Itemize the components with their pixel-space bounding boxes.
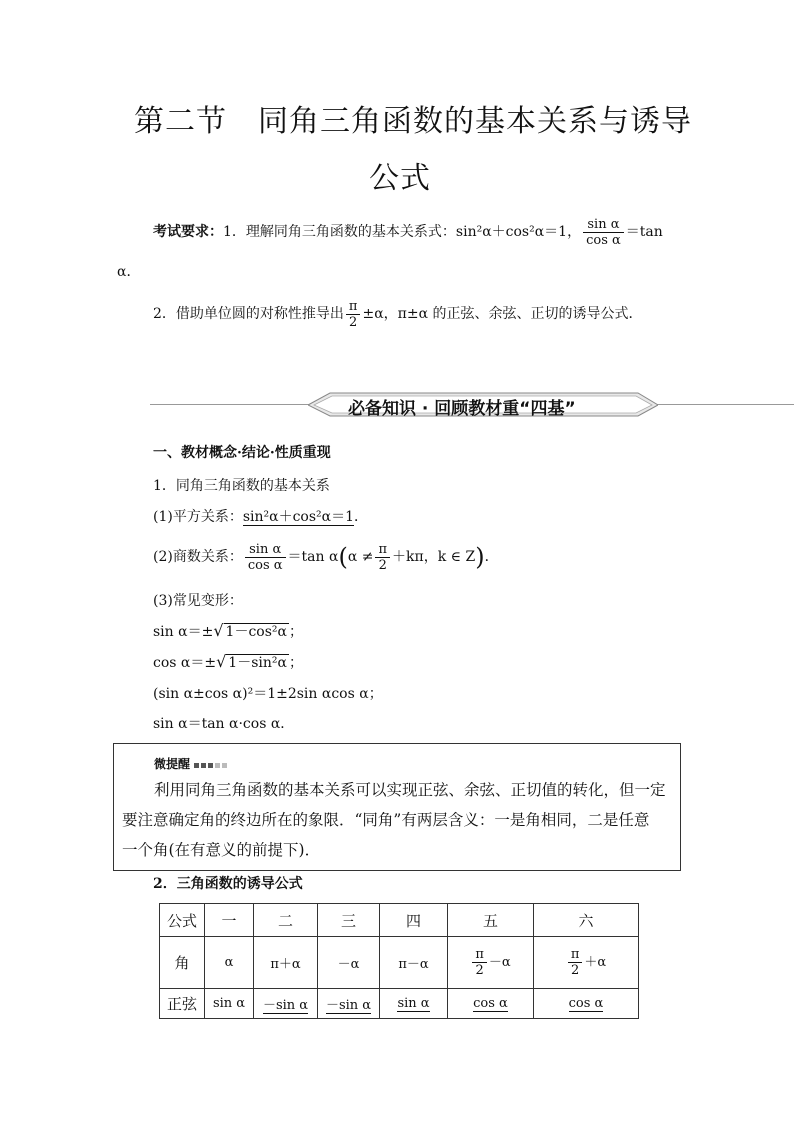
- quotient-end: ．: [484, 549, 499, 565]
- banner-line-left: [150, 404, 320, 405]
- table-header-cell: 一: [205, 904, 254, 937]
- variation-3: (sin α±cos α)²＝1±2sin αcos α；: [153, 686, 383, 702]
- table-cell: sin α: [205, 989, 254, 1019]
- variation-1-radicand: 1－cos²α: [225, 624, 287, 640]
- angle5-fraction: $\frac{\pi}{2}$: [472, 947, 487, 978]
- requirement-2-fraction: $\frac{\pi}{2}$: [346, 299, 361, 330]
- quotient-label: (2)商数关系：: [153, 549, 243, 565]
- variation-4: sin α＝tan α·cos α．: [153, 716, 295, 732]
- sqrt-sign: √: [213, 621, 224, 640]
- variation-2-radicand: 1－sin²α: [228, 655, 287, 671]
- table-row-label: 角: [160, 937, 205, 989]
- paren-right: ): [475, 543, 485, 571]
- requirement-1-suffix: ＝tan: [625, 224, 663, 240]
- paren-left: (: [338, 543, 348, 571]
- tip-line-2: 要注意确定角的终边所在的象限．“同角”有两层含义：一是角相同，二是任意: [122, 811, 650, 829]
- variation-2-prefix: cos α＝±: [153, 655, 217, 671]
- answer-blank: cos α: [568, 996, 604, 1011]
- requirement-1-continuation: α．: [117, 264, 141, 280]
- table-cell: [254, 989, 318, 1019]
- requirement-item-1: [153, 212, 663, 252]
- table-header-cell: 五: [448, 904, 534, 937]
- angle6-fraction: $\frac{\pi}{2}$: [568, 947, 583, 978]
- variation-1-end: ；: [288, 624, 303, 640]
- requirement-1-text: 1．理解同角三角函数的基本关系式：sin²α＋cos²α＝1，: [223, 224, 582, 240]
- variation-1: [153, 621, 303, 642]
- table-row-angle: [160, 937, 639, 989]
- quotient-fraction: $\frac{\text{sin α}}{\text{cos α}}$: [245, 542, 286, 573]
- table-cell: －α: [318, 937, 380, 989]
- table-cell: α: [205, 937, 254, 989]
- table-cell: [448, 937, 534, 989]
- banner-line-right: [650, 404, 794, 405]
- requirement-item-2: [153, 294, 643, 334]
- square-relation: [153, 507, 368, 527]
- variation-2: [153, 652, 303, 673]
- tip-line-3: 一个角(在有意义的前提下)．: [122, 841, 321, 859]
- tip-line-1: 利用同角三角函数的基本关系可以实现正弦、余弦、正切值的转化，但一定: [154, 781, 666, 799]
- tip-heading-text: 微提醒: [154, 757, 191, 771]
- table-cell: [318, 989, 380, 1019]
- table-header-cell: 二: [254, 904, 318, 937]
- table-header-cell: 四: [380, 904, 448, 937]
- answer-blank: cos α: [473, 996, 508, 1011]
- square-formula: sin²α＋cos²α＝1: [242, 509, 355, 525]
- table-cell: [448, 989, 534, 1019]
- answer-blank: sin α: [397, 996, 430, 1011]
- tip-box: [113, 743, 681, 871]
- requirement-label: 考试要求：: [153, 224, 223, 240]
- table-row-sine: [160, 989, 639, 1019]
- quotient-relation: [153, 535, 499, 579]
- section-heading: 一、教材概念·结论·性质重现: [153, 445, 331, 461]
- answer-blank: －sin α: [325, 998, 372, 1013]
- page-title-continued: 公式: [369, 161, 431, 196]
- table-cell: π－α: [380, 937, 448, 989]
- variation-1-prefix: sin α＝±: [153, 624, 214, 640]
- sqrt-sign: √: [216, 652, 227, 671]
- variation-2-end: ；: [288, 655, 303, 671]
- quotient-cond-a: α ≠: [347, 549, 374, 565]
- table-header-cell: 三: [318, 904, 380, 937]
- table-header-row: [160, 904, 639, 937]
- requirement-2-text: 2．借助单位圆的对称性推导出: [153, 306, 344, 322]
- angle6-suffix: ＋α: [584, 955, 607, 970]
- section-banner: [308, 391, 658, 418]
- page-title: 第二节 同角三角函数的基本关系与诱导: [134, 104, 692, 139]
- requirement-2-suffix: ±α，π±α 的正弦、余弦、正切的诱导公式．: [362, 306, 643, 322]
- subsection-heading-1: 1．同角三角函数的基本关系: [153, 478, 330, 494]
- answer-blank: －sin α: [262, 998, 309, 1013]
- square-end: ．: [354, 509, 369, 525]
- table-header-cell: 六: [534, 904, 639, 937]
- banner-title: 必备知识 · 回顾教材重“四基”: [348, 399, 576, 419]
- table-cell: [380, 989, 448, 1019]
- subsection-heading-2: 2．三角函数的诱导公式: [153, 876, 303, 892]
- tip-dots-icon: [194, 757, 229, 771]
- table-row-label: 正弦: [160, 989, 205, 1019]
- angle5-suffix: －α: [488, 955, 511, 970]
- table-cell: π＋α: [254, 937, 318, 989]
- requirement-1-fraction: $\frac{\text{sin α}}{\text{cos α}}$: [583, 217, 624, 248]
- table-cell: [534, 989, 639, 1019]
- quotient-cond-fraction: $\frac{\pi}{2}$: [375, 542, 390, 573]
- quotient-mid: ＝tan α: [287, 549, 339, 565]
- table-cell: [534, 937, 639, 989]
- variations-label: (3)常见变形：: [153, 593, 243, 609]
- quotient-cond-b: ＋kπ，k ∈ Z: [392, 549, 476, 565]
- square-label: (1)平方关系：: [153, 509, 243, 525]
- table-header-cell: 公式: [160, 904, 205, 937]
- induction-formula-table: [159, 903, 639, 1019]
- tip-heading: [154, 755, 229, 772]
